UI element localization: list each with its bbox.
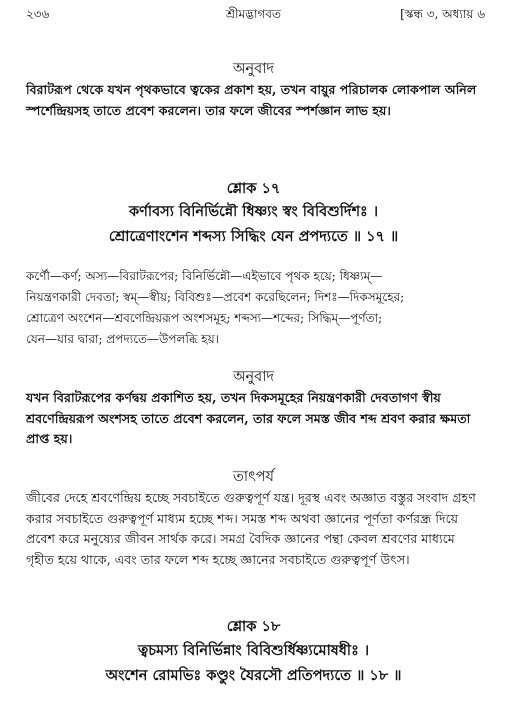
translation-text: বিরাটরূপ থেকে যখন পৃথকভাবে ত্বকের প্রকাশ হয়, তখন বায়ুর পরিচালক লোকপাল অনিল স্পর্শেন্দ্রিয়সহ তাতে প্রবেশ করলেন। তার ফলে জীবের স্পর্শজ্ঞান লাভ হয়। bbox=[26, 82, 477, 118]
book-title: শ্রীমদ্ভাগবত bbox=[225, 7, 281, 21]
page-number: ২৩৬ bbox=[26, 7, 50, 21]
verse-17-line-2: শ্রোত্রেণাংশেন শব্দস্য সিদ্ধিং যেন প্রপদ্যতে ॥ ১৭ ॥ bbox=[108, 228, 399, 245]
purport-text: জীবের দেহে শ্রবণেন্দ্রিয় হচ্ছে সবচাইতে গুরুত্বপূর্ণ যন্ত্র। দূরস্থ এবং অজ্ঞাত বস্তুর সংবাদ গ্রহণ করার সবচাইতে গুরুত্বপূর্ণ মাধ্যম হচ্ছে শব্দ। সমস্ত শব্দ অথবা জ্ঞানের পূর্ণতা কর্ণরন্ধ্র দিয়ে প্রবেশ করে মনুষ্যের জীবন সার্থক করে। সমগ্র বৈদিক জ্ঞানের পন্থা কেবল শ্রবণের মাধ্যমে গৃহীত হয়ে থাকে, এবং তার ফলে শব্দ হচ্ছে জ্ঞানের সবচাইতে গুরুত্বপূর্ণ উৎস। bbox=[26, 490, 476, 567]
translation-heading-2: অনুবাদ bbox=[232, 369, 275, 385]
gloss-line-1: কর্ণৌ—কর্ণ; অস্য—বিরাটরূপের; বিনির্ভিন্নৌ—এইভাবে পৃথক হয়ে; ধিষ্ণ্যম্— bbox=[26, 269, 383, 283]
purport-heading: তাৎপর্য bbox=[232, 469, 275, 485]
gloss-line-2: নিয়ন্ত্রণকারী দেবতা; স্বম্—স্বীয়; বিবিশুঃ—প্রবেশ করেছিলেন; দিশঃ—দিকসমূহের; bbox=[26, 290, 405, 304]
chapter-reference: [স্কন্ধ ৩, অধ্যায় ৬ bbox=[400, 7, 485, 21]
translation-text-2: যখন বিরাটরূপের কর্ণদ্বয় প্রকাশিত হয়, তখন দিকসমূহের নিয়ন্ত্রণকারী দেবতাগণ স্বীয় শ্রবণেন্দ্রিয়রূপ অংশসহ তাতে প্রবেশ করলেন, তার ফলে সমস্ত জীব শব্দ শ্রবণ করার ক্ষমতা প্রাপ্ত হয়। bbox=[26, 390, 471, 446]
translation-heading: অনুবাদ bbox=[232, 61, 275, 77]
verse-17-line-1: কর্ণাবস্য বিনির্ভিন্নৌ ধিষ্ণ্যং স্বং বিবিশুর্দিশঃ । bbox=[129, 203, 378, 220]
gloss-line-4: যেন—যার দ্বারা; প্রপদ্যতে—উপলব্ধি হয়। bbox=[26, 332, 219, 346]
gloss-line-3: শ্রোত্রেণ অংশেন—শ্রবণেন্দ্রিয়রূপ অংশসমূহ; শব্দস্য—শব্দের; সিদ্ধিম্—পূর্ণতা; bbox=[26, 311, 383, 325]
verse-18-heading: শ্লোক ১৮ bbox=[226, 618, 281, 635]
verse-18-line-1: ত্বচমস্য বিনির্ভিন্নাং বিবিশুর্ধিষ্ণ্যমোষধীঃ । bbox=[137, 642, 370, 659]
verse-18-line-2: অংশেন রোমভিঃ কণ্ডুং যৈরসৌ প্রতিপদ্যতে ॥ ১৮ ॥ bbox=[105, 667, 402, 684]
verse-17-heading: শ্লোক ১৭ bbox=[226, 180, 281, 197]
